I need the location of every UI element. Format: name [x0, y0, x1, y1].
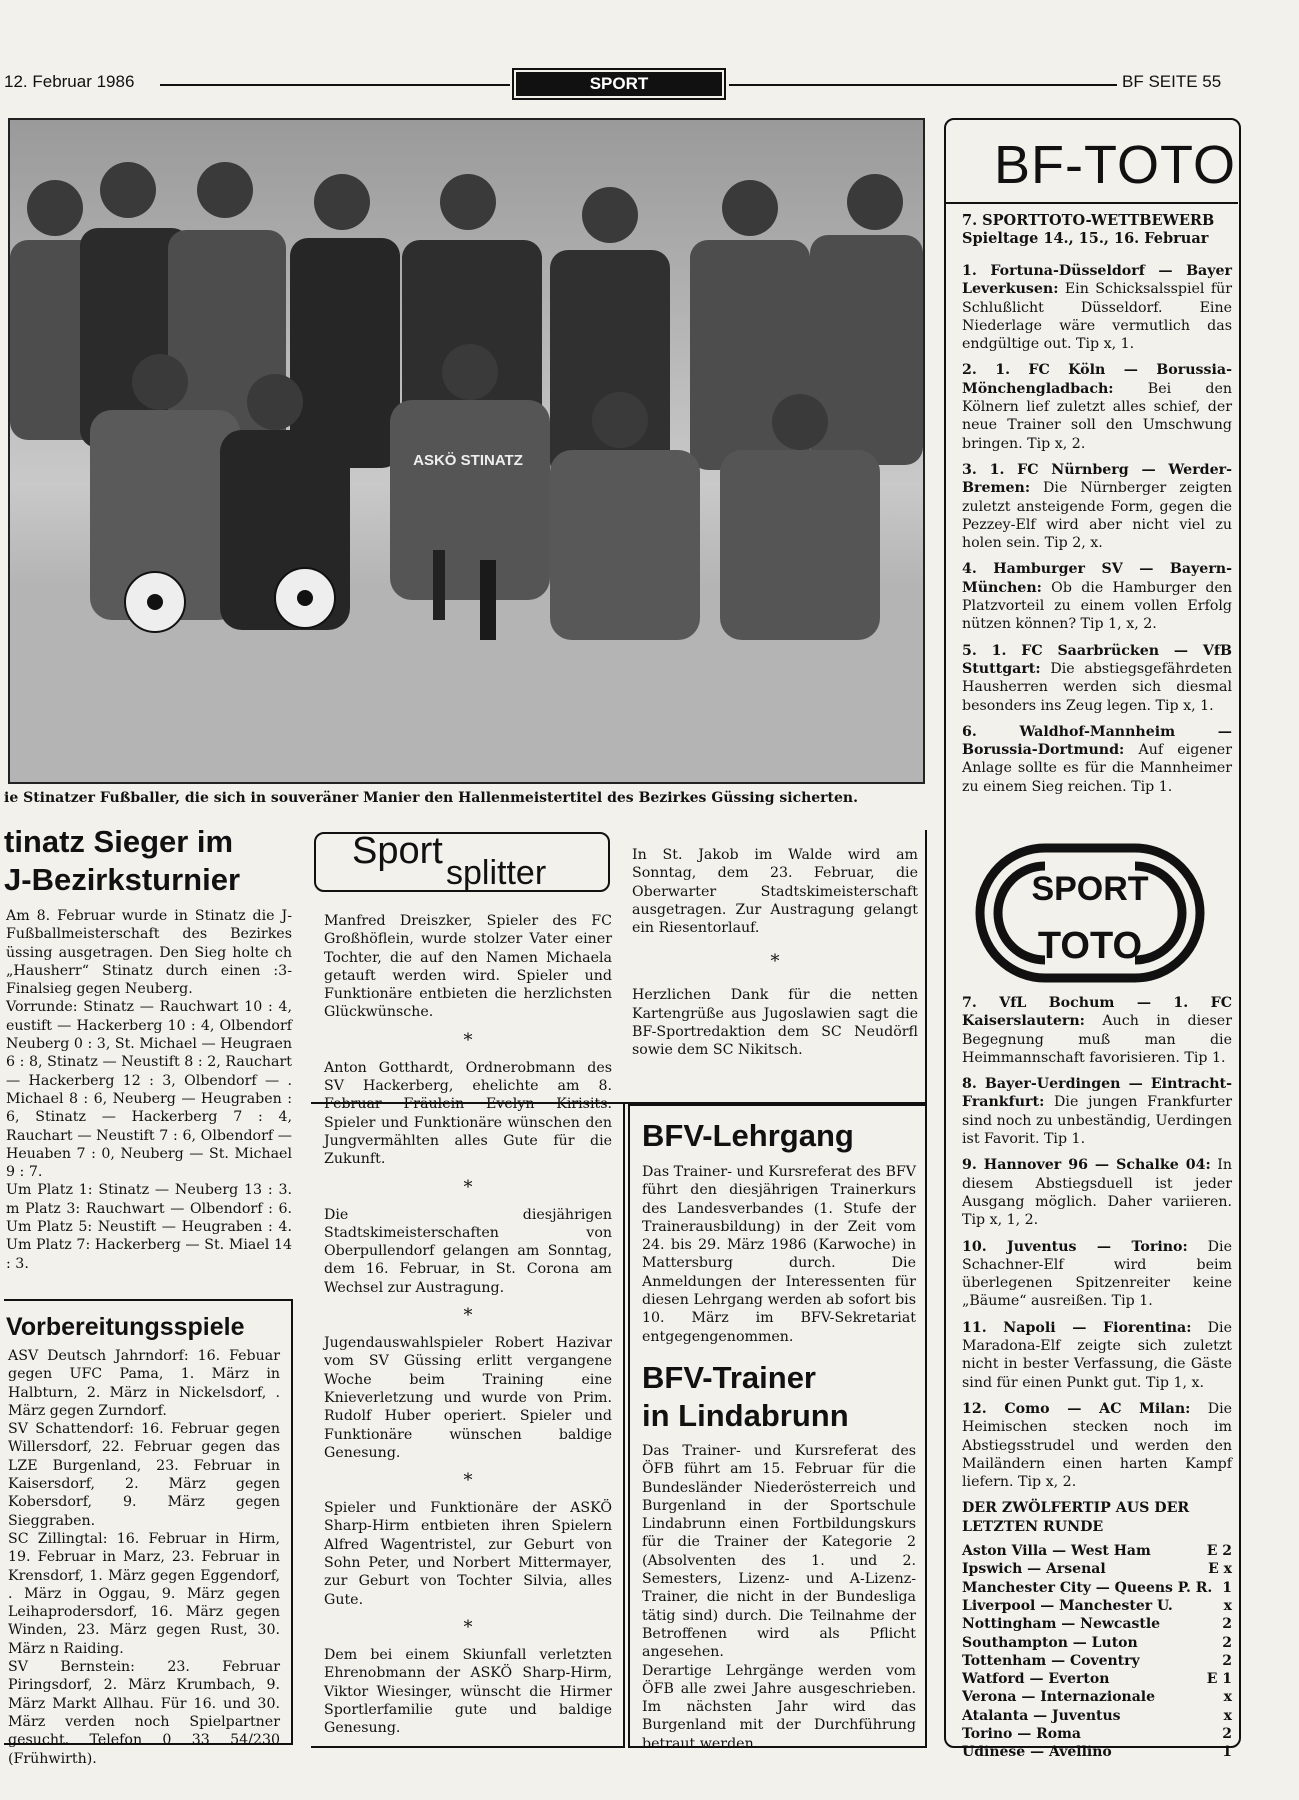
trainer-paragraph: Derartige Lehrgänge werden vom ÖFB alle zwei Jahre ausgeschrieben. Im nächsten Jahr wird das Burgenland mit der Durchführung betraut werden.	[642, 1662, 916, 1752]
results-row	[962, 1542, 1232, 1560]
stinatz-title-1: tinatz Sieger im	[4, 824, 234, 859]
toto-heading-2: Spieltage 14., 15., 16. Februar	[962, 230, 1209, 247]
results-row	[962, 1579, 1232, 1597]
stinatz-platzierung: Um Platz 1: Stinatz — Neuberg 13 : 3. m Platz 3: Rauchwart — Olbendorf : 6. Um Platz 5: Neustift — Heugraben : 4. Um Platz 7: Hackerberg — St. Miael 14 : 3.	[6, 1182, 292, 1272]
results-tip: 2	[1222, 1616, 1232, 1633]
results-match: Verona — Internazionale	[962, 1689, 1156, 1706]
toto-game-match: 4. Hamburger SV — Bayern-München:	[962, 561, 1232, 596]
issue-date: 12. Februar 1986	[4, 72, 135, 91]
splitter-item: Spieler und Funktionäre der ASKÖ Sharp-Hirm entbieten ihren Spielern Alfred Wagentristel, zur Geburt von Sohn Peter, und Norbert Mittermayer, zur Geburt von Tochter Silvia, alles Gute.	[324, 1500, 612, 1608]
stinatz-title-2: J-Bezirksturnier	[4, 862, 241, 897]
results-match: Aston Villa — West Ham	[962, 1543, 1151, 1560]
splitter-col2	[632, 846, 918, 1060]
toto-body-a	[962, 212, 1232, 804]
trainer-paragraph: Das Trainer- und Kursreferat des ÖFB führt am 15. Februar für die Bundesländer Niederösterreich und Burgenland in der Sportschule Lindabrunn einen Fortbildungskurs für die Trainer der Kategorie 2 (Absolventen des 1. und 2. Semesters, Lizenz- und A-Lizenz-Trainer, die nicht in der Bundesliga tätig sind) durch. Die Teilnahme der Betroffenen wird als Pflicht angesehen.	[642, 1443, 916, 1661]
toto-game	[962, 994, 1232, 1067]
results-tip: 2	[1222, 1634, 1232, 1651]
results-row	[962, 1615, 1232, 1633]
header-rule-right	[729, 84, 1117, 86]
toto-game	[962, 262, 1232, 353]
toto-game-match: 2. 1. FC Köln — Borussia-Mönchengladbach:	[962, 362, 1232, 397]
splitter-item: In St. Jakob im Walde wird am Sonntag, dem 23. Februar, die Oberwarter Stadtskimeisterschaft ausgetragen. Zur Austragung gelangt ein Riesentorlauf.	[632, 847, 918, 937]
results-tip: 1	[1222, 1579, 1232, 1596]
results-match: Atalanta — Juventus	[962, 1707, 1121, 1724]
vorbereitung-body	[8, 1347, 280, 1768]
separator-star: *	[463, 1305, 473, 1327]
separator-star: *	[463, 1470, 473, 1492]
jersey-text: ASKÖ STINATZ	[413, 452, 523, 469]
toto-game-match: 12. Como — AC Milan:	[962, 1400, 1191, 1417]
toto-game	[962, 1400, 1232, 1491]
toto-logo-text: BF-TOTO	[994, 135, 1237, 195]
sporttoto-emblem	[975, 838, 1205, 988]
sporttoto-top: SPORT	[1031, 870, 1149, 908]
section-banner	[512, 68, 726, 100]
results-table	[962, 1542, 1232, 1762]
splitter-logo	[314, 832, 610, 892]
separator-star: *	[770, 951, 780, 973]
toto-game-match: 5. 1. FC Saarbrücken — VfB Stuttgart:	[962, 642, 1232, 677]
toto-game-text: Die jungen Frankfurter sind noch zu unbeständig, Uerdingen ist Favorit. Tip 1.	[962, 1094, 1232, 1148]
results-tip: x	[1223, 1597, 1232, 1614]
toto-game-text: Ob die Hamburger den Platzvorteil zu einem vollen Erfolg nützen können? Tip 1, x, 2.	[962, 579, 1232, 633]
toto-game	[962, 560, 1232, 633]
results-row	[962, 1560, 1232, 1578]
separator-star: *	[463, 1176, 473, 1198]
toto-game	[962, 361, 1232, 452]
toto-game-text: Ein Schicksalsspiel für Schlußlicht Düsseldorf. Eine Niederlage wäre vermutlich das endgültige out. Tip x, 1.	[962, 281, 1232, 353]
toto-game	[962, 1238, 1232, 1311]
results-match: Watford — Everton	[962, 1671, 1110, 1688]
toto-game-match: 7. VfL Bochum — 1. FC Kaiserslautern:	[962, 995, 1232, 1030]
toto-game-text: Die Nürnberger zeigten zuletzt ansteigende Form, gegen die Pezzey-Elf wird aber nicht viel zu holen sein. Tip 2, x.	[962, 480, 1232, 552]
toto-game-match: 8. Bayer-Uerdingen — Eintracht-Frankfurt:	[962, 1076, 1232, 1111]
toto-logo	[946, 132, 1238, 204]
toto-game-text: Auf eigener Anlage sollte es für die Mannheimer zu einem Sieg reichen. Tip 1.	[962, 742, 1232, 795]
lehrgang-text: Das Trainer- und Kursreferat des BFV führt den diesjährigen Trainerkurs des Landesverbandes (1. Stufe der Trainerausbildung) in der Zeit vom 24. bis 29. März 1986 (Karwoche) in Mattersburg durch. Die Anmeldungen der Interessenten für diesen Lehrgang werden ab sofort bis 10. März im BFV-Sekretariat entgegengenommen.	[642, 1164, 916, 1345]
vorbereitung-item: SC Zillingtal: 16. Februar in Hirm, 19. Februar in Marz, 23. Februar in Krensdorf, 1. März gegen Eggendorf, . März in Oggau, 9. März gegen Leihaprodersdorf, 16. März gegen Winden, 23. März gegen Rust, 30. März n Raiding.	[8, 1530, 280, 1657]
team-photo	[8, 118, 925, 784]
results-tip: E x	[1208, 1561, 1232, 1578]
toto-game-match: 3. 1. FC Nürnberg — Werder-Bremen:	[962, 461, 1232, 497]
splitter-item: Anton Gotthardt, Ordnerobmann des SV Hackerberg, ehelichte am 8. Februar Fräulein Evelyn Kirisits. Spieler und Funktionäre wünschen den Jungvermählten alles Gute für die Zukunft.	[324, 1059, 612, 1168]
splitter-item: Dem bei einem Skiunfall verletzten Ehrenobmann der ASKÖ Sharp-Hirm, Viktor Wiesinger, wünscht die Hirmer Sportlerfamilie gute und baldige Genesung.	[324, 1646, 612, 1737]
toto-game	[962, 1156, 1232, 1229]
results-tip: E 1	[1206, 1671, 1232, 1688]
results-row	[962, 1652, 1232, 1670]
trainer-body	[642, 1442, 916, 1753]
vorbereitung-item: SV Bernstein: 23. Februar Piringsdorf, 2. März Krumbach, 9. März Markt Allhau. Für 16. und 30. März verden noch Spielpartner gesucht. Telefon 0 33 54/230 (Frühwirth).	[8, 1659, 280, 1767]
toto-heading-1: 7. SPORTTOTO-WETTBEWERB	[962, 212, 1215, 229]
vorbereitung-title: Vorbereitungsspiele	[6, 1313, 245, 1341]
toto-game-text: Die Schachner-Elf wird beim überlegenen Spitzenreiter keine „Bäume“ ausreißen. Tip 1.	[962, 1238, 1232, 1310]
results-tip: x	[1223, 1707, 1232, 1724]
toto-game	[962, 1075, 1232, 1148]
toto-game	[962, 723, 1232, 796]
splitter-logo-bottom: splitter	[446, 854, 547, 892]
results-title: DER ZWÖLFERTIP AUS DER LETZTEN RUNDE	[962, 1500, 1190, 1535]
splitter-item: Manfred Dreiszker, Spieler des FC Großhöflein, wurde stolzer Vater einer Tochter, die auf den Namen Michaela getauft werden wird. Spieler und Funktionäre entbieten die herzlichsten Glückwünsche.	[324, 913, 612, 1021]
team-photo-image	[10, 120, 923, 782]
vorbereitung-item: ASV Deutsch Jahrndorf: 16. Febuar gegen UFC Pama, 1. März in Halbturn, 2. März in Nickelsdorf, . März gegen Zurndorf.	[8, 1348, 280, 1419]
results-tip: x	[1223, 1689, 1232, 1706]
toto-game-text: Die Heimischen stecken noch im Abstiegsstrudel und werden den Mailändern einen harten Kampf liefern. Tip x, 2.	[962, 1400, 1232, 1491]
lehrgang-title: BFV-Lehrgang	[642, 1118, 854, 1153]
results-row	[962, 1707, 1232, 1725]
toto-game-text: Die abstiegsgefährdeten Hausherren werden sich diesmal besonders ins Zeug legen. Tip x, 1.	[962, 660, 1232, 714]
results-tip: 2	[1222, 1652, 1232, 1669]
splitter-logo-top: Sport	[352, 830, 443, 872]
page-number: BF SEITE 55	[1122, 72, 1222, 91]
results-match: Tottenham — Coventry	[962, 1652, 1140, 1669]
splitter-item: Die diesjährigen Stadtskimeisterschaften von Oberpullendorf gelangen am Sonntag, dem 16. Februar, in St. Corona am Wechsel zur Austragung.	[324, 1206, 612, 1296]
splitter-item: Herzlichen Dank für die netten Kartengrüße aus Jugoslawien sagt die BF-Sportredaktion dem SC Neudörfl sowie dem SC Nikitsch.	[632, 987, 918, 1059]
results-match: Ipswich — Arsenal	[962, 1561, 1106, 1578]
trainer-title-2: in Lindabrunn	[642, 1398, 849, 1433]
results-row	[962, 1634, 1232, 1652]
toto-game-match: 9. Hannover 96 — Schalke 04:	[962, 1157, 1211, 1174]
results-tip: 2	[1222, 1725, 1232, 1742]
toto-game-text: In diesem Abstiegsduell ist jeder Ausgang möglich. Daher variieren. Tip x, 1, 2.	[962, 1157, 1232, 1229]
sporttoto-bottom: TOTO	[1037, 925, 1143, 967]
toto-game	[962, 1319, 1232, 1392]
toto-game-match: 6. Waldhof-Mannheim — Borussia-Dortmund:	[962, 723, 1232, 759]
toto-game-text: Auch in dieser Begegnung muß man die Heimmannschaft favorisieren. Tip 1.	[962, 1013, 1232, 1066]
stinatz-intro: Am 8. Februar wurde in Stinatz die J-Fußballmeisterschaft des Bezirkes üssing ausgetragen. Den Sieg holte ch „Hausherr“ Stinatz durch einen :3-Finalsieg gegen Neuberg.	[6, 908, 292, 998]
section-title: SPORT	[516, 72, 722, 96]
toto-game	[962, 642, 1232, 715]
results-row	[962, 1688, 1232, 1706]
toto-game	[962, 461, 1232, 552]
sporttoto-logo	[975, 838, 1205, 988]
toto-games-a	[962, 262, 1232, 796]
results-row	[962, 1725, 1232, 1743]
results-row	[962, 1597, 1232, 1615]
toto-game-match: 10. Juventus — Torino:	[962, 1238, 1188, 1255]
vorbereitung-item: SV Schattendorf: 16. Februar gegen Willersdorf, 22. Februar gegen das LZE Burgenland, 23. Februar in Kaisersdorf, 2. März gegen Kobersdorf, 9. März gegen Sieggraben.	[8, 1421, 280, 1529]
toto-game-match: 11. Napoli — Fiorentina:	[962, 1319, 1192, 1336]
results-match: Torino — Roma	[962, 1725, 1081, 1742]
results-match: Liverpool — Manchester U.	[962, 1597, 1173, 1614]
photo-caption: ie Stinatzer Fußballer, die sich in souveräner Manier den Hallenmeistertitel des Bezirkes Güssing sicherten.	[4, 790, 858, 806]
separator-star: *	[463, 1616, 473, 1638]
splitter-col1	[324, 912, 612, 1737]
toto-game-text: Die Maradona-Elf zeigte sich zuletzt nicht in bester Verfassung, die Gäste sind für einen Punkt gut. Tip 1, x.	[962, 1319, 1232, 1391]
header-rule-left	[160, 84, 510, 86]
toto-game-match: 1. Fortuna-Düsseldorf — Bayer Leverkusen:	[962, 263, 1232, 298]
results-match: Udinese — Avellino	[962, 1744, 1112, 1761]
splitter-item: Jugendauswahlspieler Robert Hazivar vom SV Güssing erlitt vergangene Woche beim Training eine Knieverletzung und wurde von Prim. Rudolf Huber operiert. Spieler und Funktionäre wünschen baldige Genesung.	[324, 1335, 612, 1461]
results-match: Manchester City — Queens P. R.	[962, 1579, 1213, 1596]
toto-games-b	[962, 994, 1232, 1491]
results-match: Southampton — Luton	[962, 1634, 1138, 1651]
stinatz-body	[6, 907, 292, 1273]
trainer-title-1: BFV-Trainer	[642, 1360, 816, 1395]
separator-star: *	[463, 1029, 473, 1051]
results-row	[962, 1743, 1232, 1761]
results-match: Nottingham — Newcastle	[962, 1616, 1161, 1633]
results-tip: 1	[1222, 1744, 1232, 1761]
stinatz-vorrunde: Vorrunde: Stinatz — Rauchwart 10 : 4, eustift — Hackerberg 10 : 4, Olbendorf Neuberg 0 : 3, St. Michael — Heugraen 6 : 8, Stinatz — Neustift 8 : 2, Rauchart — Hackerberg 12 : 3, Olbendorf — . Michael 8 : 6, Neuberg — Heugraben : 6, Stinatz — Hackerberg 7 : 4, Rauchart — Neustift 7 : 6, Olbendorf — Heuaben 7 : 0, Neuberg — St. Michael 9 : 7.	[6, 999, 292, 1181]
toto-game-text: Bei den Kölnern lief zuletzt alles schief, der neue Trainer soll den Umschwung bringen. Tip x, 2.	[962, 380, 1232, 452]
results-row	[962, 1670, 1232, 1688]
toto-body-b	[962, 994, 1232, 1762]
results-tip: E 2	[1206, 1543, 1232, 1560]
